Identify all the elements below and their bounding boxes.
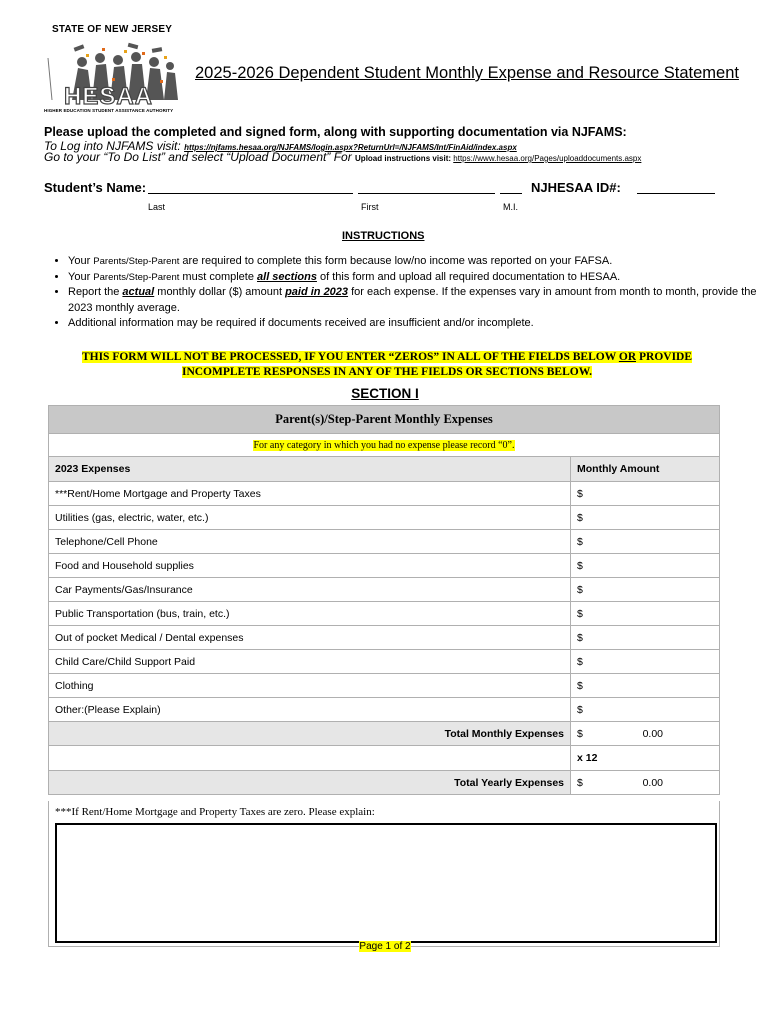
njhesaa-id-field[interactable] [637,193,715,194]
upload-instructions-link[interactable]: https://www.hesaa.org/Pages/uploaddocuments.aspx [453,154,642,163]
amount-input[interactable]: $ [571,602,720,626]
explain-textarea[interactable] [55,823,717,943]
last-name-field[interactable] [148,193,353,194]
multiplier-spacer [49,746,571,771]
table-row: Clothing $ [49,674,720,698]
student-name-label: Student’s Name: [44,180,147,195]
total-monthly-value: $ 0.00 [571,722,720,746]
table-row: Utilities (gas, electric, water, etc.) $ [49,506,720,530]
njhesaa-id-label: NJHESAA ID#: [531,180,621,195]
col-amount-header: Monthly Amount [571,457,720,482]
todo-line [44,150,641,164]
zero-note: For any category in which you had no expense please record “0”. [49,434,720,457]
amount-input[interactable]: $ [571,482,720,506]
amount-input[interactable]: $ [571,674,720,698]
state-label: STATE OF NEW JERSEY [52,24,173,35]
processing-warning: THIS FORM WILL NOT BE PROCESSED, IF YOU ENTER “ZEROS” IN ALL OF THE FIELDS BELOW OR PROVIDE INCOMPLETE RESPONSES IN ANY OF THE FIELDS OR SECTIONS BELOW. [81,351,693,378]
table-row: ***Rent/Home Mortgage and Property Taxes $ [49,482,720,506]
amount-input[interactable]: $ [571,650,720,674]
table-row: Child Care/Child Support Paid $ [49,650,720,674]
table-row: Car Payments/Gas/Insurance $ [49,578,720,602]
middle-initial-field[interactable] [500,193,522,194]
col-expense-header: 2023 Expenses [49,457,571,482]
hesaa-logo-text: HESAA [64,83,154,110]
table-row: Out of pocket Medical / Dental expenses $ [49,626,720,650]
expenses-table [48,405,720,795]
login-prefix: To Log into NJFAMS visit: [44,139,185,153]
first-name-caption: First [361,202,379,212]
table-row: Food and Household supplies $ [49,554,720,578]
todo-prefix: Go to your “To Do List” and select “Upload Document” For [44,150,356,164]
table-row: Other:(Please Explain) $ [49,698,720,722]
instructions-list [38,254,768,332]
explain-label: ***If Rent/Home Mortgage and Property Taxes are zero. Please explain: [55,806,375,818]
first-name-field[interactable] [358,193,495,194]
table-row: Telephone/Cell Phone $ [49,530,720,554]
section-i-heading: SECTION I [351,386,419,401]
middle-initial-caption: M.I. [503,202,518,212]
amount-input[interactable]: $ [571,626,720,650]
total-yearly-label: Total Yearly Expenses [49,771,571,795]
upload-instruction: Please upload the completed and signed form, along with supporting documentation via NJFAMS: [44,125,627,139]
amount-input[interactable]: $ [571,578,720,602]
total-monthly-label: Total Monthly Expenses [49,722,571,746]
njfams-login-link[interactable]: https://njfams.hesaa.org/NJFAMS/login.aspx?ReturnUrl=/NJFAMS/Int/FinAid/index.aspx [184,143,517,152]
instruction-item: • Your Parents/Step-Parent must complete all sections of this form and upload all required documentation to HESAA. [68,270,768,286]
instructions-heading: INSTRUCTIONS [342,230,425,242]
table-title: Parent(s)/Step-Parent Monthly Expenses [49,406,720,434]
amount-input[interactable]: $ [571,698,720,722]
upload-instructions-label: Upload instructions visit: [355,154,454,163]
instruction-item: • Report the actual monthly dollar ($) amount paid in 2023 for each expense. If the expenses vary in amount from month to month, provide the 2023 monthly average. [68,285,768,316]
instruction-item: • Additional information may be required if documents received are insufficient and/or incomplete. [68,316,768,332]
multiplier-label: x 12 [571,746,720,771]
page-number: Page 1 of 2 [359,941,411,952]
hesaa-logo [42,40,187,118]
amount-input[interactable]: $ [571,506,720,530]
amount-input[interactable]: $ [571,530,720,554]
amount-input[interactable]: $ [571,554,720,578]
table-row: Public Transportation (bus, train, etc.) $ [49,602,720,626]
total-yearly-value: $ 0.00 [571,771,720,795]
document-title: 2025-2026 Dependent Student Monthly Expense and Resource Statement [195,64,739,82]
last-name-caption: Last [148,202,166,212]
instruction-item: • Your Parents/Step-Parent are required to complete this form because low/no income was reported on your FAFSA. [68,254,768,270]
logo-subtitle: HIGHER EDUCATION STUDENT ASSISTANCE AUTHORITY [44,108,174,113]
